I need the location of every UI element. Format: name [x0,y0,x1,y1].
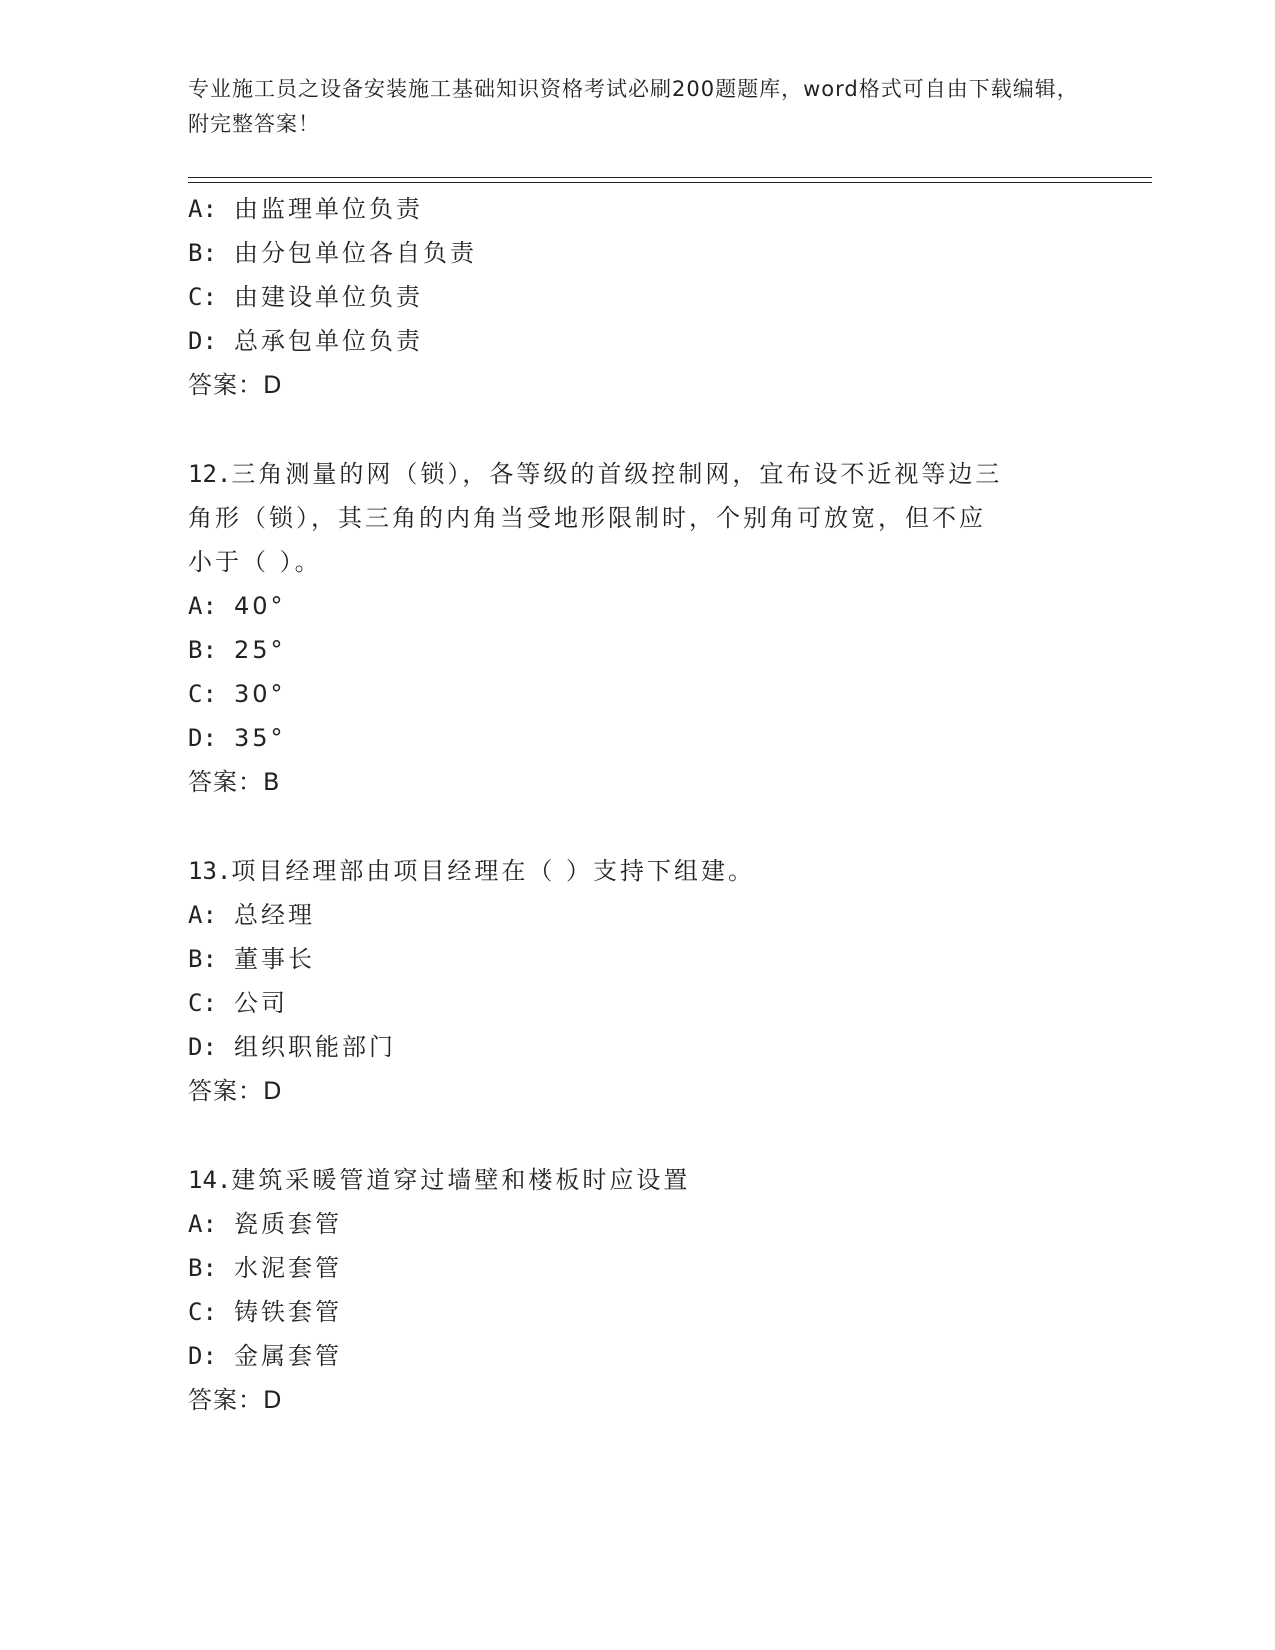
option-text: 30° [234,680,286,708]
q14-answer [188,1377,1088,1423]
option-letter: C: [188,283,217,311]
q11-option-d [188,318,1088,364]
answer-value: D [263,1077,283,1105]
option-text: 瓷质套管 [234,1210,342,1238]
answer-label: 答案： [188,1077,263,1105]
option-letter: C: [188,989,217,1017]
option-text: 由分包单位各自负责 [234,239,477,267]
answer-label: 答案： [188,371,263,399]
option-letter: A: [188,195,217,223]
option-letter: D: [188,327,217,355]
q14-option-a [188,1201,1088,1247]
q12-option-a [188,583,1088,629]
option-letter: B: [188,239,217,267]
option-text: 组织职能部门 [234,1033,396,1061]
q14-option-d [188,1333,1088,1379]
option-letter: B: [188,945,217,973]
option-letter: C: [188,1298,217,1326]
q12-question-line-1 [188,451,1088,497]
q11-option-c [188,274,1088,320]
q14-option-b [188,1245,1088,1291]
option-text: 铸铁套管 [234,1298,342,1326]
question-text: 建筑采暖管道穿过墙壁和楼板时应设置 [231,1166,691,1194]
answer-label: 答案： [188,1386,263,1414]
question-number: 13. [188,857,232,885]
option-letter: B: [188,636,217,664]
answer-value: B [263,768,281,796]
q13-question [188,848,1088,894]
header-rule-top [188,177,1152,178]
answer-value: D [263,371,283,399]
answer-value: D [263,1386,283,1414]
q13-option-a [188,892,1088,938]
q14-option-c [188,1289,1088,1335]
q12-question-line-3: 小于（ ）。 [188,548,322,576]
q12-answer [188,759,1088,805]
option-letter: C: [188,680,217,708]
q12-option-b [188,627,1088,673]
question-text: 项目经理部由项目经理在（ ）支持下组建。 [231,857,755,885]
option-letter: A: [188,1210,217,1238]
option-letter: D: [188,724,217,752]
option-text: 总经理 [234,901,315,929]
q12-question-line-2: 角形（锁），其三角的内角当受地形限制时，个别角可放宽，但不应 [188,504,986,532]
question-number: 12. [188,460,232,488]
option-letter: A: [188,901,217,929]
option-text: 总承包单位负责 [234,327,423,355]
header-rule-bottom [188,182,1152,183]
question-text: 三角测量的网（锁），各等级的首级控制网，宜布设不近视等边三 [231,460,1003,488]
q12-option-c [188,671,1088,717]
answer-label: 答案： [188,768,263,796]
document-header: 专业施工员之设备安装施工基础知识资格考试必刷200题题库，word格式可自由下载编辑，附完整答案！ [188,77,1079,136]
option-letter: D: [188,1342,217,1370]
option-text: 由监理单位负责 [234,195,423,223]
option-text: 水泥套管 [234,1254,342,1282]
option-text: 25° [234,636,286,664]
option-letter: D: [188,1033,217,1061]
q13-option-b [188,936,1088,982]
option-letter: B: [188,1254,217,1282]
option-text: 金属套管 [234,1342,342,1370]
option-text: 由建设单位负责 [234,283,423,311]
option-text: 40° [234,592,286,620]
q13-answer [188,1068,1088,1114]
question-number: 14. [188,1166,232,1194]
q11-answer [188,362,1088,408]
q13-option-d [188,1024,1088,1070]
q12-option-d [188,715,1088,761]
option-letter: A: [188,592,217,620]
option-text: 35° [234,724,286,752]
q11-option-a [188,186,1088,232]
q13-option-c [188,980,1088,1026]
option-text: 董事长 [234,945,315,973]
q14-question [188,1157,1088,1203]
q11-option-b [188,230,1088,276]
option-text: 公司 [234,989,288,1017]
